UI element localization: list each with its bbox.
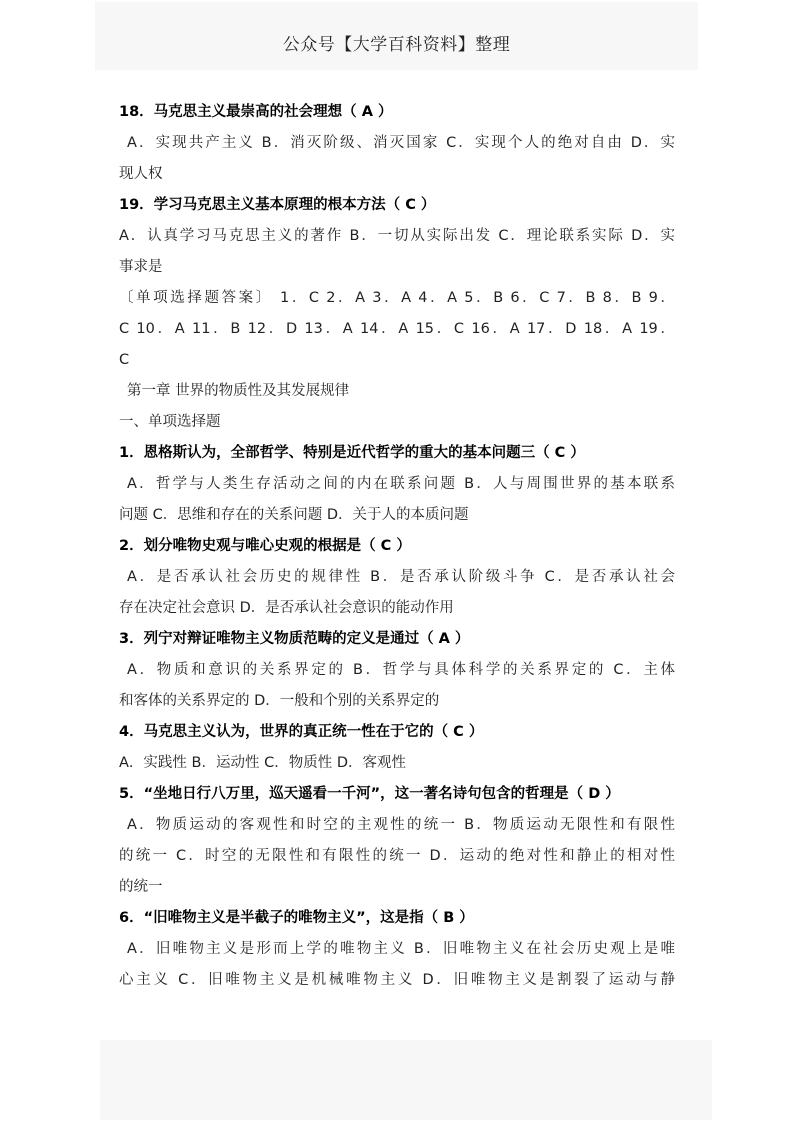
question-2: 2．划分唯物史观与唯心史观的根据是（ C ） [119,538,411,554]
question-18: 18．马克思主义最崇高的社会理想（ A ） [119,104,393,120]
answer-key-cont: C 10．A 11．B 12．D 13．A 14．A 15．C 16．A 17．D 18．A 19． [119,321,675,337]
answer-key: 〔单项选择题答案〕 1．C 2．A 3．A 4．A 5．B 6．C 7．B 8．B 9． [119,290,675,306]
q2-options: A．是否承认社会历史的规律性 B．是否承认阶级斗争 C．是否承认社会 [127,569,675,585]
question-3: 3．列宁对辩证唯物主义物质范畴的定义是通过（ A ） [119,631,470,647]
question-1: 1．恩格斯认为，全部哲学、特别是近代哲学的重大的基本问题三（ C ） [119,445,585,461]
q3-options: A．物质和意识的关系界定的 B．哲学与具体科学的关系界定的 C．主体 [127,662,675,678]
question-6: 6．“旧唯物主义是半截子的唯物主义”，这是指（ B ） [119,910,474,926]
q18-options-cont: 现人权 [119,166,163,182]
footer-band [100,1040,712,1120]
section-title: 一、单项选择题 [119,414,221,430]
q1-options-cont: 问题 C．思维和存在的关系问题 D．关于人的本质问题 [119,507,469,523]
q5-options: A．物质运动的客观性和时空的主观性的统一 B．物质运动无限性和有限性 [127,817,675,833]
q5-options-cont: 的统一 C．时空的无限性和有限性的统一 D．运动的绝对性和静止的相对性 [119,848,675,864]
q18-options: A．实现共产主义 B．消灭阶级、消灭国家 C．实现个人的绝对自由 D．实 [127,135,675,151]
q4-options: A．实践性 B．运动性 C．物质性 D．客观性 [119,755,406,771]
question-4: 4．马克思主义认为，世界的真正统一性在于它的（ C ） [119,724,484,740]
document-body [119,97,675,996]
question-5: 5．“坐地日行八万里，巡天遥看一千河”，这一著名诗句包含的哲理是（ D ） [119,786,620,802]
q19-options: A．认真学习马克思主义的著作 B．一切从实际出发 C．理论联系实际 D．实 [119,228,675,244]
question-19: 19．学习马克思主义基本原理的根本方法（ C ） [119,197,436,213]
q6-options-cont: 心主义 C．旧唯物主义是机械唯物主义 D．旧唯物主义是割裂了运动与静 [119,972,675,988]
q2-options-cont: 存在决定社会意识 D．是否承认社会意识的能动作用 [119,600,454,616]
answer-key-end: C [119,352,130,368]
q19-options-cont: 事求是 [119,259,163,275]
chapter-title: 第一章 世界的物质性及其发展规律 [127,383,350,399]
q5-options-end: 的统一 [119,879,163,895]
page-header-title: 公众号【大学百科资料】整理 [282,35,511,55]
q3-options-cont: 和客体的关系界定的 D．一般和个别的关系界定的 [119,693,440,709]
q6-options: A．旧唯物主义是形而上学的唯物主义 B．旧唯物主义在社会历史观上是唯 [127,941,675,957]
q1-options: A．哲学与人类生存活动之间的内在联系问题 B．人与周围世界的基本联系 [127,476,675,492]
